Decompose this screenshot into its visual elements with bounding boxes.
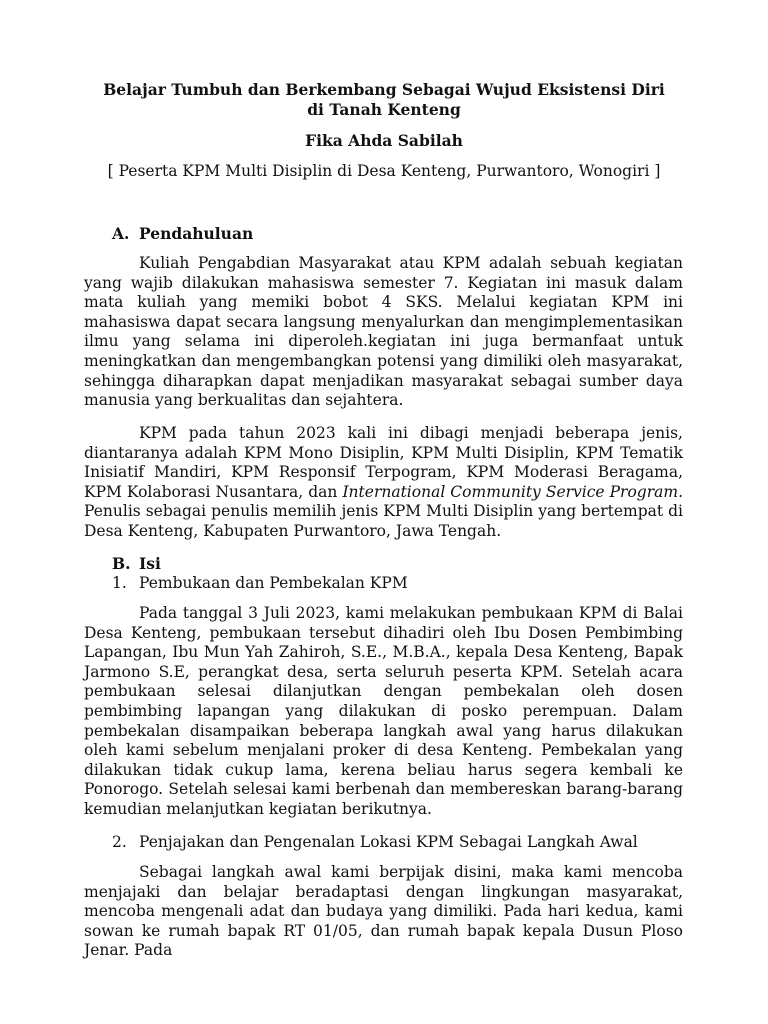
item-2-heading: [112, 833, 638, 853]
section-b-label: B.: [112, 554, 131, 573]
item-1-heading: [112, 574, 408, 594]
section-a-heading: [112, 224, 253, 244]
document-title: Belajar Tumbuh dan Berkembang Sebagai Wujud Eksistensi Diri di Tanah Kenteng: [103, 80, 665, 119]
para2-italic-program: International Community Service Program.: [342, 482, 683, 501]
item-1-paragraph: Pada tanggal 3 Juli 2023, kami melakukan pembukaan KPM di Balai Desa Kenteng, pembukaan tersebut dihadiri oleh Ibu Dosen Pembimbing Lapangan, Ibu Mun Yah Zahiroh, S.E., M.B.A., kepala Desa Kenteng, Bapak Jarmono S.E, perangkat desa, serta seluruh peserta KPM. Setelah acara pembukaan selesai dilanjutkan dengan pembekalan oleh dosen pembimbing lapangan yang dilakukan di posko perempuan. Dalam pembekalan disampaikan beberapa langkah awal yang harus dilakukan oleh kami sebelum menjalani proker di desa Kenteng. Pembekalan yang dilakukan tidak cukup lama, kerena beliau harus segera kembali ke Ponorogo. Setelah selesai kami berbenah dan membereskan barang-barang kemudian melanjutkan kegiatan berikutnya.: [84, 604, 683, 818]
section-a-label: A.: [112, 224, 130, 243]
author-name: Fika Ahda Sabilah: [305, 131, 463, 150]
para2-text-start: KPM pada tahun 2023 kali ini dibagi menjadi beberapa jenis, diantaranya adalah KPM Mono Disiplin, KPM Multi Disiplin, KPM Tematik Inisiatif Mandiri, KPM Responsif Terpogram, KPM Moderasi Beragama, KPM Kolaborasi Nusantara, dan: [84, 424, 683, 501]
section-b-heading: [112, 554, 161, 574]
section-a-paragraph-2: [84, 424, 683, 542]
item-1-number: 1.: [112, 574, 127, 592]
item-2-title: Penjajakan dan Pengenalan Lokasi KPM Sebagai Langkah Awal: [139, 833, 638, 851]
section-b-title: Isi: [139, 554, 161, 573]
section-a-paragraph-1: Kuliah Pengabdian Masyarakat atau KPM adalah sebuah kegiatan yang wajib dilakukan mahasiswa semester 7. Kegiatan ini masuk dalam mata kuliah yang memiki bobot 4 SKS. Melalui kegiatan KPM ini mahasiswa dapat secara langsung menyalurkan dan mengimplementasikan ilmu yang selama ini diperoleh.kegiatan ini juga bermanfaat untuk meningkatkan dan mengembangkan potensi yang dimiliki oleh masyarakat, sehingga diharapkan dapat menjadikan masyarakat sebagai sumber daya manusia yang berkualitas dan sejahtera.: [84, 254, 683, 410]
section-a-title: Pendahuluan: [139, 224, 254, 243]
item-2-paragraph: Sebagai langkah awal kami berpijak disini, maka kami mencoba menjajaki dan belajar beradaptasi dengan lingkungan masyarakat, mencoba mengenali adat dan budaya yang dimiliki. Pada hari kedua, kami sowan ke rumah bapak RT 01/05, dan rumah bapak kepala Dusun Ploso Jenar. Pada: [84, 863, 683, 960]
author-affiliation: [ Peserta KPM Multi Disiplin di Desa Kenteng, Purwantoro, Wonogiri ]: [107, 162, 661, 180]
item-2-number: 2.: [112, 833, 127, 851]
para2-text-end: Penulis sebagai penulis memilih jenis KPM Multi Disiplin yang bertempat di Desa Kenteng, Kabupaten Purwantoro, Jawa Tengah.: [84, 502, 683, 540]
item-1-title: Pembukaan dan Pembekalan KPM: [139, 574, 408, 592]
